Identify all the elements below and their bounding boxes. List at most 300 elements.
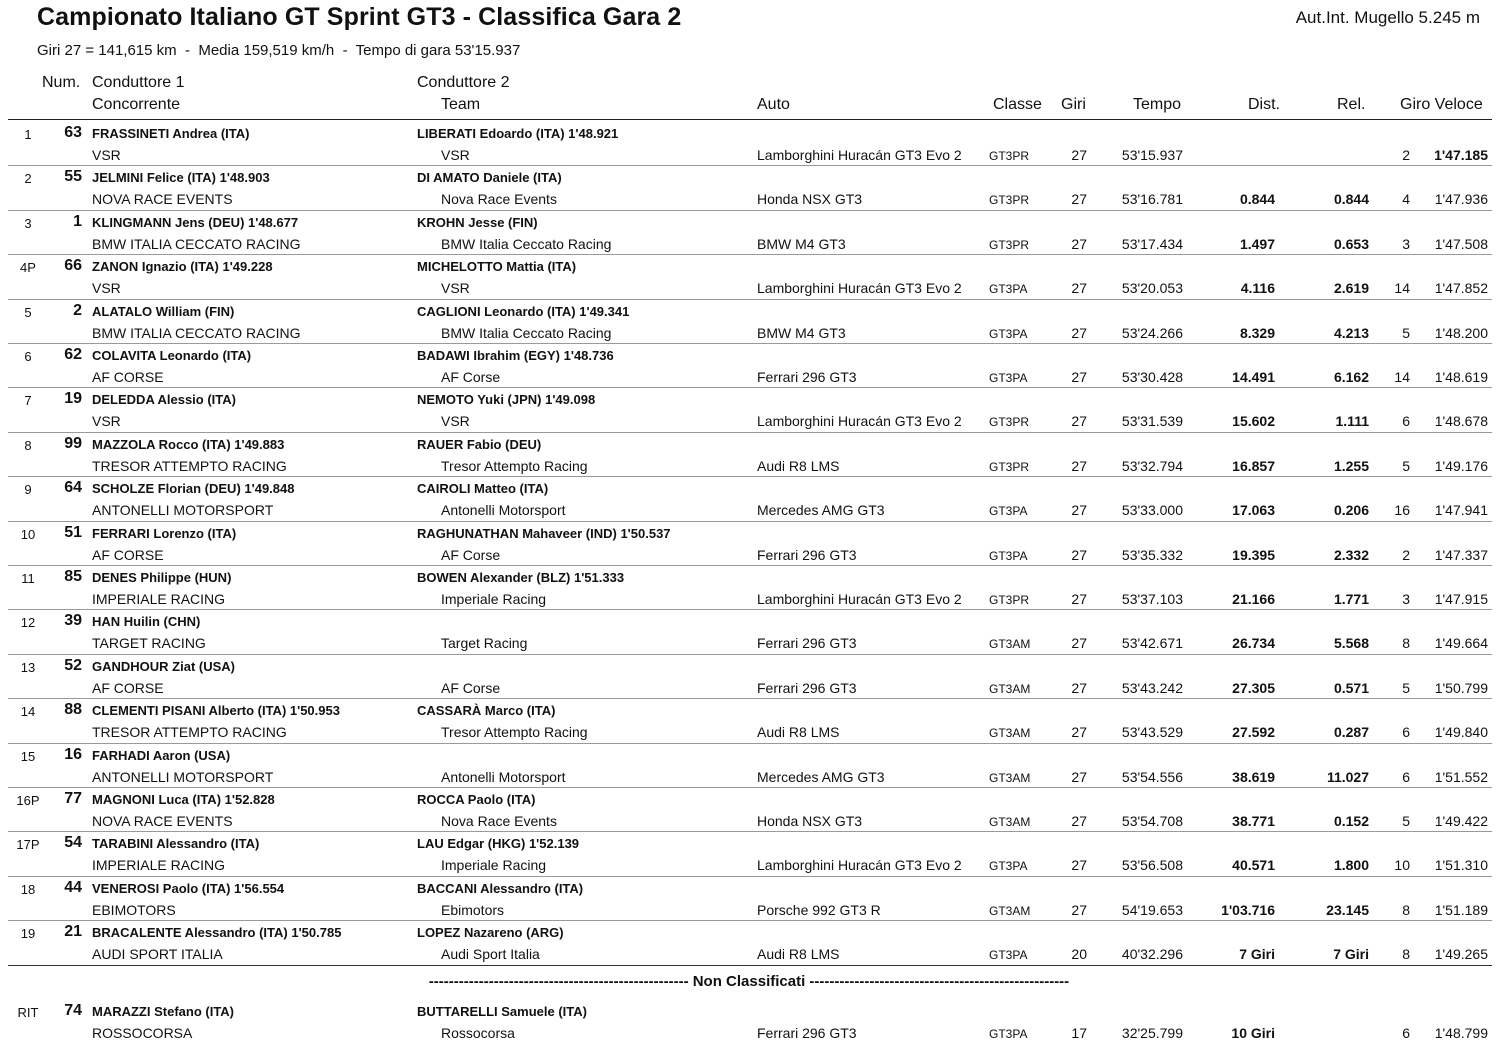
result-row bbox=[8, 432, 1492, 477]
car-model: BMW M4 GT3 bbox=[757, 324, 846, 341]
fastest-lap-time: 1'49.840 bbox=[1434, 724, 1488, 741]
car-number: 52 bbox=[64, 656, 82, 674]
gap-to-leader: 21.166 bbox=[1232, 591, 1275, 607]
result-row bbox=[8, 521, 1492, 566]
race-time: 53'35.332 bbox=[1121, 546, 1183, 563]
car-model: Lamborghini Huracán GT3 Evo 2 bbox=[757, 591, 962, 607]
driver2-name: CAIROLI Matteo (ITA) bbox=[417, 481, 549, 497]
gap-to-leader: 16.857 bbox=[1232, 457, 1275, 474]
col-num: Num. bbox=[42, 74, 81, 91]
fastest-lap-number: 4 bbox=[1402, 191, 1410, 208]
position: 6 bbox=[24, 349, 32, 364]
entrant-name: TRESOR ATTEMPTO RACING bbox=[92, 457, 287, 474]
class-badge: GT3AM bbox=[989, 681, 1031, 696]
driver1-name: DELEDDA Alessio (ITA) bbox=[92, 392, 236, 408]
fastest-lap-time: 1'49.664 bbox=[1434, 635, 1488, 652]
car-model: Lamborghini Huracán GT3 Evo 2 bbox=[757, 147, 962, 163]
position: 7 bbox=[24, 393, 32, 409]
car-model: Porsche 992 GT3 R bbox=[757, 901, 881, 918]
fastest-lap-time: 1'47.852 bbox=[1434, 280, 1488, 297]
team-name: Nova Race Events bbox=[441, 813, 557, 829]
fastest-lap-number: 8 bbox=[1402, 946, 1410, 963]
race-time: 53'20.053 bbox=[1121, 280, 1183, 297]
gap-to-previous: 1.255 bbox=[1333, 457, 1369, 474]
race-time: 32'25.799 bbox=[1121, 1025, 1183, 1041]
gap-to-leader: 4.116 bbox=[1240, 280, 1275, 297]
col-car: Auto bbox=[757, 96, 790, 113]
car-model: Audi R8 LMS bbox=[757, 724, 840, 741]
team-name: Target Racing bbox=[441, 635, 528, 652]
entrant-name: TRESOR ATTEMPTO RACING bbox=[92, 724, 287, 741]
result-row bbox=[8, 387, 1492, 432]
result-row bbox=[8, 654, 1492, 699]
fastest-lap-number: 8 bbox=[1402, 901, 1410, 918]
car-number: 63 bbox=[64, 124, 82, 141]
car-number: 66 bbox=[64, 257, 82, 275]
class-badge: GT3AM bbox=[989, 815, 1031, 829]
race-time: 53'42.671 bbox=[1121, 635, 1183, 652]
class-badge: GT3AM bbox=[989, 726, 1031, 741]
class-badge: GT3PR bbox=[989, 459, 1030, 474]
position: 19 bbox=[20, 926, 36, 942]
class-badge: GT3PA bbox=[989, 948, 1028, 963]
team-name: Antonelli Motorsport bbox=[441, 502, 566, 519]
laps-count: 27 bbox=[1071, 546, 1087, 563]
car-model: Audi R8 LMS bbox=[757, 457, 840, 474]
car-model: Ferrari 296 GT3 bbox=[757, 635, 857, 652]
laps-count: 27 bbox=[1071, 813, 1087, 829]
entrant-name: AF CORSE bbox=[92, 679, 164, 696]
driver1-name: FARHADI Aaron (USA) bbox=[92, 747, 231, 763]
race-time: 53'31.539 bbox=[1121, 413, 1183, 430]
laps-count: 27 bbox=[1071, 457, 1087, 474]
driver2-name: CASSARÀ Marco (ITA) bbox=[417, 703, 556, 719]
position: 5 bbox=[24, 304, 32, 320]
team-name: BMW Italia Ceccato Racing bbox=[441, 235, 612, 252]
car-number: 2 bbox=[73, 301, 82, 319]
car-number: 16 bbox=[64, 745, 82, 763]
gap-to-previous: 0.653 bbox=[1333, 235, 1369, 252]
race-time: 53'15.937 bbox=[1121, 147, 1183, 163]
position: 16P bbox=[16, 793, 40, 808]
position: 13 bbox=[20, 659, 36, 675]
position: 18 bbox=[20, 881, 36, 897]
team-name: AF Corse bbox=[441, 679, 501, 696]
result-row bbox=[8, 698, 1492, 743]
entrant-name: BMW ITALIA CECCATO RACING bbox=[92, 235, 301, 252]
fastest-lap-number: 14 bbox=[1394, 280, 1410, 297]
laps-count: 17 bbox=[1071, 1025, 1087, 1041]
position: 17P bbox=[16, 837, 40, 853]
fastest-lap-time: 1'47.941 bbox=[1434, 502, 1488, 519]
race-time: 53'17.434 bbox=[1121, 235, 1183, 252]
col-driver1: Conduttore 1 bbox=[92, 74, 185, 91]
class-badge: GT3PA bbox=[989, 1027, 1028, 1041]
col-rel: Rel. bbox=[1337, 96, 1366, 113]
result-row bbox=[8, 299, 1492, 344]
driver1-name: CLEMENTI PISANI Alberto (ITA) 1'50.953 bbox=[92, 703, 340, 719]
result-row bbox=[8, 121, 1492, 166]
gap-to-leader: 14.491 bbox=[1232, 369, 1275, 385]
gap-to-leader: 0.844 bbox=[1239, 191, 1275, 208]
driver1-name: GANDHOUR Ziat (USA) bbox=[92, 658, 235, 674]
gap-to-leader: 19.395 bbox=[1232, 546, 1275, 563]
entrant-name: ROSSOCORSA bbox=[92, 1025, 193, 1041]
laps-count: 27 bbox=[1071, 235, 1087, 252]
team-name: AF Corse bbox=[441, 546, 501, 563]
team-name: Tresor Attempto Racing bbox=[441, 457, 588, 474]
gap-to-leader: 17.063 bbox=[1232, 502, 1275, 519]
gap-to-leader: 1'03.716 bbox=[1221, 901, 1275, 918]
car-number: 19 bbox=[64, 390, 82, 408]
car-model: Ferrari 296 GT3 bbox=[757, 369, 857, 385]
car-model: Honda NSX GT3 bbox=[757, 191, 863, 208]
driver2-name: RAUER Fabio (DEU) bbox=[417, 436, 542, 452]
team-name: Audi Sport Italia bbox=[441, 946, 540, 963]
class-badge: GT3PR bbox=[989, 237, 1030, 252]
race-time: 53'32.794 bbox=[1121, 457, 1183, 474]
class-badge: GT3PA bbox=[989, 371, 1028, 385]
laps-count: 27 bbox=[1071, 413, 1087, 430]
driver2-name: DI AMATO Daniele (ITA) bbox=[417, 170, 562, 186]
driver1-name: ALATALO William (FIN) bbox=[92, 303, 235, 319]
car-number: 62 bbox=[64, 346, 82, 363]
team-name: Tresor Attempto Racing bbox=[441, 724, 588, 741]
car-number: 55 bbox=[64, 168, 82, 186]
fastest-lap-time: 1'48.678 bbox=[1434, 413, 1488, 430]
car-number: 64 bbox=[64, 479, 82, 497]
position: RIT bbox=[17, 1005, 39, 1020]
driver1-name: HAN Huilin (CHN) bbox=[92, 614, 201, 630]
result-row bbox=[8, 831, 1492, 876]
car-number: 99 bbox=[64, 434, 82, 452]
driver1-name: DENES Philippe (HUN) bbox=[92, 570, 232, 585]
driver2-name: NEMOTO Yuki (JPN) 1'49.098 bbox=[417, 392, 596, 408]
class-badge: GT3PR bbox=[989, 193, 1030, 208]
laps-count: 27 bbox=[1071, 635, 1087, 652]
entrant-name: AF CORSE bbox=[92, 369, 164, 385]
laps-count: 27 bbox=[1071, 857, 1087, 874]
team-name: VSR bbox=[441, 413, 470, 430]
gap-to-leader: 10 Giri bbox=[1231, 1025, 1275, 1041]
driver2-name: BUTTARELLI Samuele (ITA) bbox=[417, 1004, 587, 1019]
fastest-lap-number: 5 bbox=[1402, 813, 1410, 829]
car-number: 1 bbox=[73, 212, 82, 230]
team-name: Imperiale Racing bbox=[441, 857, 547, 874]
entrant-name: VSR bbox=[92, 280, 121, 297]
result-row bbox=[8, 343, 1492, 388]
fastest-lap-time: 1'48.619 bbox=[1434, 369, 1488, 385]
result-row bbox=[8, 609, 1492, 654]
laps-count: 27 bbox=[1071, 324, 1087, 341]
car-model: Lamborghini Huracán GT3 Evo 2 bbox=[757, 413, 962, 430]
gap-to-previous: 2.619 bbox=[1333, 280, 1369, 297]
driver1-name: COLAVITA Leonardo (ITA) bbox=[92, 348, 252, 363]
team-name: VSR bbox=[441, 280, 470, 297]
gap-to-leader: 27.592 bbox=[1232, 724, 1275, 741]
col-dist: Dist. bbox=[1248, 96, 1280, 113]
fastest-lap-time: 1'49.265 bbox=[1434, 946, 1488, 963]
position: 4P bbox=[20, 260, 36, 276]
result-row bbox=[8, 210, 1492, 255]
fastest-lap-number: 3 bbox=[1402, 235, 1410, 252]
entrant-name: ANTONELLI MOTORSPORT bbox=[92, 502, 274, 519]
car-model: Ferrari 296 GT3 bbox=[757, 546, 857, 563]
car-number: 44 bbox=[64, 878, 82, 896]
driver1-name: MAGNONI Luca (ITA) 1'52.828 bbox=[92, 792, 275, 807]
fastest-lap-number: 6 bbox=[1402, 724, 1410, 741]
driver2-name: KROHN Jesse (FIN) bbox=[417, 214, 538, 230]
race-time: 53'33.000 bbox=[1121, 502, 1183, 519]
car-number: 74 bbox=[64, 1002, 82, 1019]
class-badge: GT3PR bbox=[989, 149, 1030, 163]
fastest-lap-number: 5 bbox=[1402, 457, 1410, 474]
gap-to-leader: 38.619 bbox=[1232, 768, 1275, 785]
race-time: 53'30.428 bbox=[1121, 369, 1183, 385]
driver2-name: BACCANI Alessandro (ITA) bbox=[417, 880, 584, 896]
team-name: Nova Race Events bbox=[441, 191, 557, 208]
race-summary: Giri 27 = 141,615 km - Media 159,519 km/h - Tempo di gara 53'15.937 bbox=[37, 42, 521, 59]
class-badge: GT3AM bbox=[989, 903, 1031, 918]
car-model: BMW M4 GT3 bbox=[757, 235, 846, 252]
gap-to-previous: 11.027 bbox=[1326, 768, 1369, 785]
class-badge: GT3AM bbox=[989, 770, 1031, 785]
gap-to-previous: 5.568 bbox=[1333, 635, 1369, 652]
result-row bbox=[8, 999, 1492, 1043]
result-row bbox=[8, 476, 1492, 521]
position: 2 bbox=[24, 171, 32, 187]
gap-to-previous: 23.145 bbox=[1326, 901, 1369, 918]
laps-count: 27 bbox=[1071, 191, 1087, 208]
fastest-lap-number: 10 bbox=[1394, 857, 1410, 874]
fastest-lap-number: 6 bbox=[1402, 413, 1410, 430]
laps-count: 27 bbox=[1071, 724, 1087, 741]
race-time: 53'43.529 bbox=[1121, 724, 1183, 741]
gap-to-previous: 0.844 bbox=[1333, 191, 1369, 208]
entrant-name: BMW ITALIA CECCATO RACING bbox=[92, 324, 301, 341]
col-time: Tempo bbox=[1133, 96, 1182, 113]
car-number: 39 bbox=[64, 612, 82, 630]
driver2-name: LOPEZ Nazareno (ARG) bbox=[417, 925, 564, 941]
entrant-name: VSR bbox=[92, 147, 121, 163]
fastest-lap-time: 1'50.799 bbox=[1434, 679, 1488, 696]
fastest-lap-number: 6 bbox=[1402, 1025, 1410, 1041]
class-badge: GT3PA bbox=[989, 326, 1028, 341]
fastest-lap-time: 1'51.310 bbox=[1434, 857, 1488, 874]
class-badge: GT3PR bbox=[989, 415, 1030, 430]
result-row bbox=[8, 565, 1492, 610]
laps-count: 27 bbox=[1071, 901, 1087, 918]
driver1-name: KLINGMANN Jens (DEU) 1'48.677 bbox=[92, 214, 299, 230]
col-entrant: Concorrente bbox=[92, 96, 181, 113]
fastest-lap-time: 1'47.185 bbox=[1434, 147, 1488, 163]
fastest-lap-number: 5 bbox=[1402, 324, 1410, 341]
driver2-name: MICHELOTTO Mattia (ITA) bbox=[417, 259, 577, 275]
gap-to-leader: 15.602 bbox=[1232, 413, 1275, 430]
position: 1 bbox=[24, 127, 32, 142]
class-badge: GT3PR bbox=[989, 593, 1030, 607]
race-time: 53'24.266 bbox=[1121, 324, 1183, 341]
driver1-name: MARAZZI Stefano (ITA) bbox=[92, 1004, 235, 1019]
entrant-name: IMPERIALE RACING bbox=[92, 591, 226, 607]
car-model: Mercedes AMG GT3 bbox=[757, 502, 885, 519]
fastest-lap-number: 3 bbox=[1402, 591, 1410, 607]
driver2-name: BADAWI Ibrahim (EGY) 1'48.736 bbox=[417, 348, 614, 363]
position: 12 bbox=[20, 615, 36, 631]
team-name: AF Corse bbox=[441, 369, 501, 385]
result-row bbox=[8, 876, 1492, 921]
gap-to-previous: 0.571 bbox=[1333, 679, 1369, 696]
gap-to-previous: 1.111 bbox=[1335, 413, 1369, 430]
driver1-name: FERRARI Lorenzo (ITA) bbox=[92, 525, 237, 541]
fastest-lap-number: 5 bbox=[1402, 679, 1410, 696]
driver2-name: CAGLIONI Leonardo (ITA) 1'49.341 bbox=[417, 303, 630, 319]
driver1-name: SCHOLZE Florian (DEU) 1'49.848 bbox=[92, 481, 295, 497]
fastest-lap-time: 1'48.200 bbox=[1434, 324, 1488, 341]
race-time: 53'54.556 bbox=[1121, 768, 1183, 785]
fastest-lap-number: 2 bbox=[1402, 546, 1410, 563]
class-badge: GT3PA bbox=[989, 504, 1028, 519]
car-model: Honda NSX GT3 bbox=[757, 813, 863, 829]
result-row bbox=[8, 920, 1492, 965]
car-model: Ferrari 296 GT3 bbox=[757, 679, 857, 696]
driver1-name: BRACALENTE Alessandro (ITA) 1'50.785 bbox=[92, 925, 342, 941]
driver2-name: RAGHUNATHAN Mahaveer (IND) 1'50.537 bbox=[417, 525, 671, 541]
gap-to-previous: 0.287 bbox=[1333, 724, 1369, 741]
col-team: Team bbox=[441, 96, 481, 113]
gap-to-leader: 1.497 bbox=[1239, 235, 1275, 252]
fastest-lap-time: 1'47.508 bbox=[1434, 235, 1488, 252]
team-name: Imperiale Racing bbox=[441, 591, 547, 607]
gap-to-leader: 7 Giri bbox=[1239, 946, 1275, 963]
result-row bbox=[8, 743, 1492, 788]
entrant-name: EBIMOTORS bbox=[92, 901, 176, 918]
position: 8 bbox=[24, 437, 32, 453]
entrant-name: IMPERIALE RACING bbox=[92, 857, 226, 874]
result-row bbox=[8, 254, 1492, 299]
entrant-name: NOVA RACE EVENTS bbox=[92, 191, 233, 208]
laps-count: 20 bbox=[1071, 946, 1087, 963]
laps-count: 27 bbox=[1071, 280, 1087, 297]
driver2-name: ROCCA Paolo (ITA) bbox=[417, 792, 536, 807]
team-name: Ebimotors bbox=[441, 901, 505, 918]
gap-to-previous: 4.213 bbox=[1333, 324, 1369, 341]
gap-to-leader: 38.771 bbox=[1232, 813, 1275, 829]
class-badge: GT3PA bbox=[989, 548, 1028, 563]
car-model: Audi R8 LMS bbox=[757, 946, 840, 963]
col-laps: Giri bbox=[1061, 96, 1086, 113]
car-number: 88 bbox=[64, 701, 82, 719]
driver1-name: FRASSINETI Andrea (ITA) bbox=[92, 126, 250, 141]
race-time: 53'56.508 bbox=[1121, 857, 1183, 874]
fastest-lap-time: 1'48.799 bbox=[1434, 1025, 1488, 1041]
fastest-lap-time: 1'49.422 bbox=[1434, 813, 1488, 829]
gap-to-previous: 2.332 bbox=[1333, 546, 1369, 563]
gap-to-leader: 26.734 bbox=[1232, 635, 1275, 652]
driver1-name: TARABINI Alessandro (ITA) bbox=[92, 836, 260, 852]
fastest-lap-time: 1'51.552 bbox=[1434, 768, 1488, 785]
fastest-lap-number: 16 bbox=[1394, 502, 1410, 519]
fastest-lap-time: 1'47.915 bbox=[1434, 591, 1488, 607]
laps-count: 27 bbox=[1071, 768, 1087, 785]
team-name: BMW Italia Ceccato Racing bbox=[441, 324, 612, 341]
entrant-name: VSR bbox=[92, 413, 121, 430]
entrant-name: NOVA RACE EVENTS bbox=[92, 813, 233, 829]
car-number: 77 bbox=[64, 790, 82, 807]
result-row bbox=[8, 165, 1492, 210]
fastest-lap-number: 2 bbox=[1402, 147, 1410, 163]
team-name: VSR bbox=[441, 147, 470, 163]
race-time: 53'43.242 bbox=[1121, 679, 1183, 696]
car-model: Ferrari 296 GT3 bbox=[757, 1025, 857, 1041]
entrant-name: AUDI SPORT ITALIA bbox=[92, 946, 223, 963]
car-number: 21 bbox=[64, 923, 82, 941]
laps-count: 27 bbox=[1071, 147, 1087, 163]
driver2-name: LIBERATI Edoardo (ITA) 1'48.921 bbox=[417, 126, 619, 141]
gap-to-leader: 40.571 bbox=[1232, 857, 1275, 874]
race-time: 53'37.103 bbox=[1121, 591, 1183, 607]
class-badge: GT3PA bbox=[989, 282, 1028, 297]
class-badge: GT3PA bbox=[989, 859, 1028, 874]
report-title: Campionato Italiano GT Sprint GT3 - Classifica Gara 2 bbox=[37, 3, 682, 31]
result-row bbox=[8, 787, 1492, 832]
header-divider bbox=[8, 119, 1492, 120]
gap-to-previous: 7 Giri bbox=[1333, 946, 1369, 963]
driver1-name: JELMINI Felice (ITA) 1'48.903 bbox=[92, 170, 270, 186]
gap-to-previous: 1.771 bbox=[1333, 591, 1369, 607]
car-model: Lamborghini Huracán GT3 Evo 2 bbox=[757, 857, 962, 874]
laps-count: 27 bbox=[1071, 502, 1087, 519]
laps-count: 27 bbox=[1071, 369, 1087, 385]
driver1-name: VENEROSI Paolo (ITA) 1'56.554 bbox=[92, 880, 285, 896]
fastest-lap-time: 1'51.189 bbox=[1434, 901, 1488, 918]
laps-count: 27 bbox=[1071, 679, 1087, 696]
car-number: 51 bbox=[64, 523, 82, 541]
car-model: Mercedes AMG GT3 bbox=[757, 768, 885, 785]
gap-to-previous: 1.800 bbox=[1333, 857, 1369, 874]
race-time: 40'32.296 bbox=[1121, 946, 1183, 963]
team-name: Rossocorsa bbox=[441, 1025, 515, 1041]
class-badge: GT3AM bbox=[989, 637, 1031, 652]
gap-to-previous: 0.152 bbox=[1333, 813, 1369, 829]
fastest-lap-number: 6 bbox=[1402, 768, 1410, 785]
race-time: 53'54.708 bbox=[1121, 813, 1183, 829]
race-time: 54'19.653 bbox=[1121, 901, 1183, 918]
fastest-lap-time: 1'49.176 bbox=[1434, 457, 1488, 474]
position: 10 bbox=[20, 526, 36, 542]
fastest-lap-number: 14 bbox=[1394, 369, 1410, 385]
gap-to-leader: 27.305 bbox=[1232, 679, 1275, 696]
driver2-name: BOWEN Alexander (BLZ) 1'51.333 bbox=[417, 570, 625, 585]
circuit-info: Aut.Int. Mugello 5.245 m bbox=[1295, 8, 1480, 27]
col-fastest-lap: Giro Veloce bbox=[1400, 96, 1483, 113]
laps-count: 27 bbox=[1071, 591, 1087, 607]
driver1-name: MAZZOLA Rocco (ITA) 1'49.883 bbox=[92, 436, 285, 452]
entrant-name: AF CORSE bbox=[92, 546, 164, 563]
driver2-name: LAU Edgar (HKG) 1'52.139 bbox=[417, 836, 580, 852]
entrant-name: TARGET RACING bbox=[92, 635, 206, 652]
car-number: 54 bbox=[64, 834, 82, 852]
col-driver2: Conduttore 2 bbox=[417, 74, 510, 91]
gap-to-previous: 0.206 bbox=[1333, 502, 1369, 519]
car-number: 85 bbox=[64, 568, 82, 585]
race-time: 53'16.781 bbox=[1121, 191, 1183, 208]
position: 14 bbox=[20, 704, 36, 720]
fastest-lap-number: 8 bbox=[1402, 635, 1410, 652]
position: 3 bbox=[24, 215, 32, 231]
col-class: Classe bbox=[993, 96, 1042, 113]
team-name: Antonelli Motorsport bbox=[441, 768, 566, 785]
